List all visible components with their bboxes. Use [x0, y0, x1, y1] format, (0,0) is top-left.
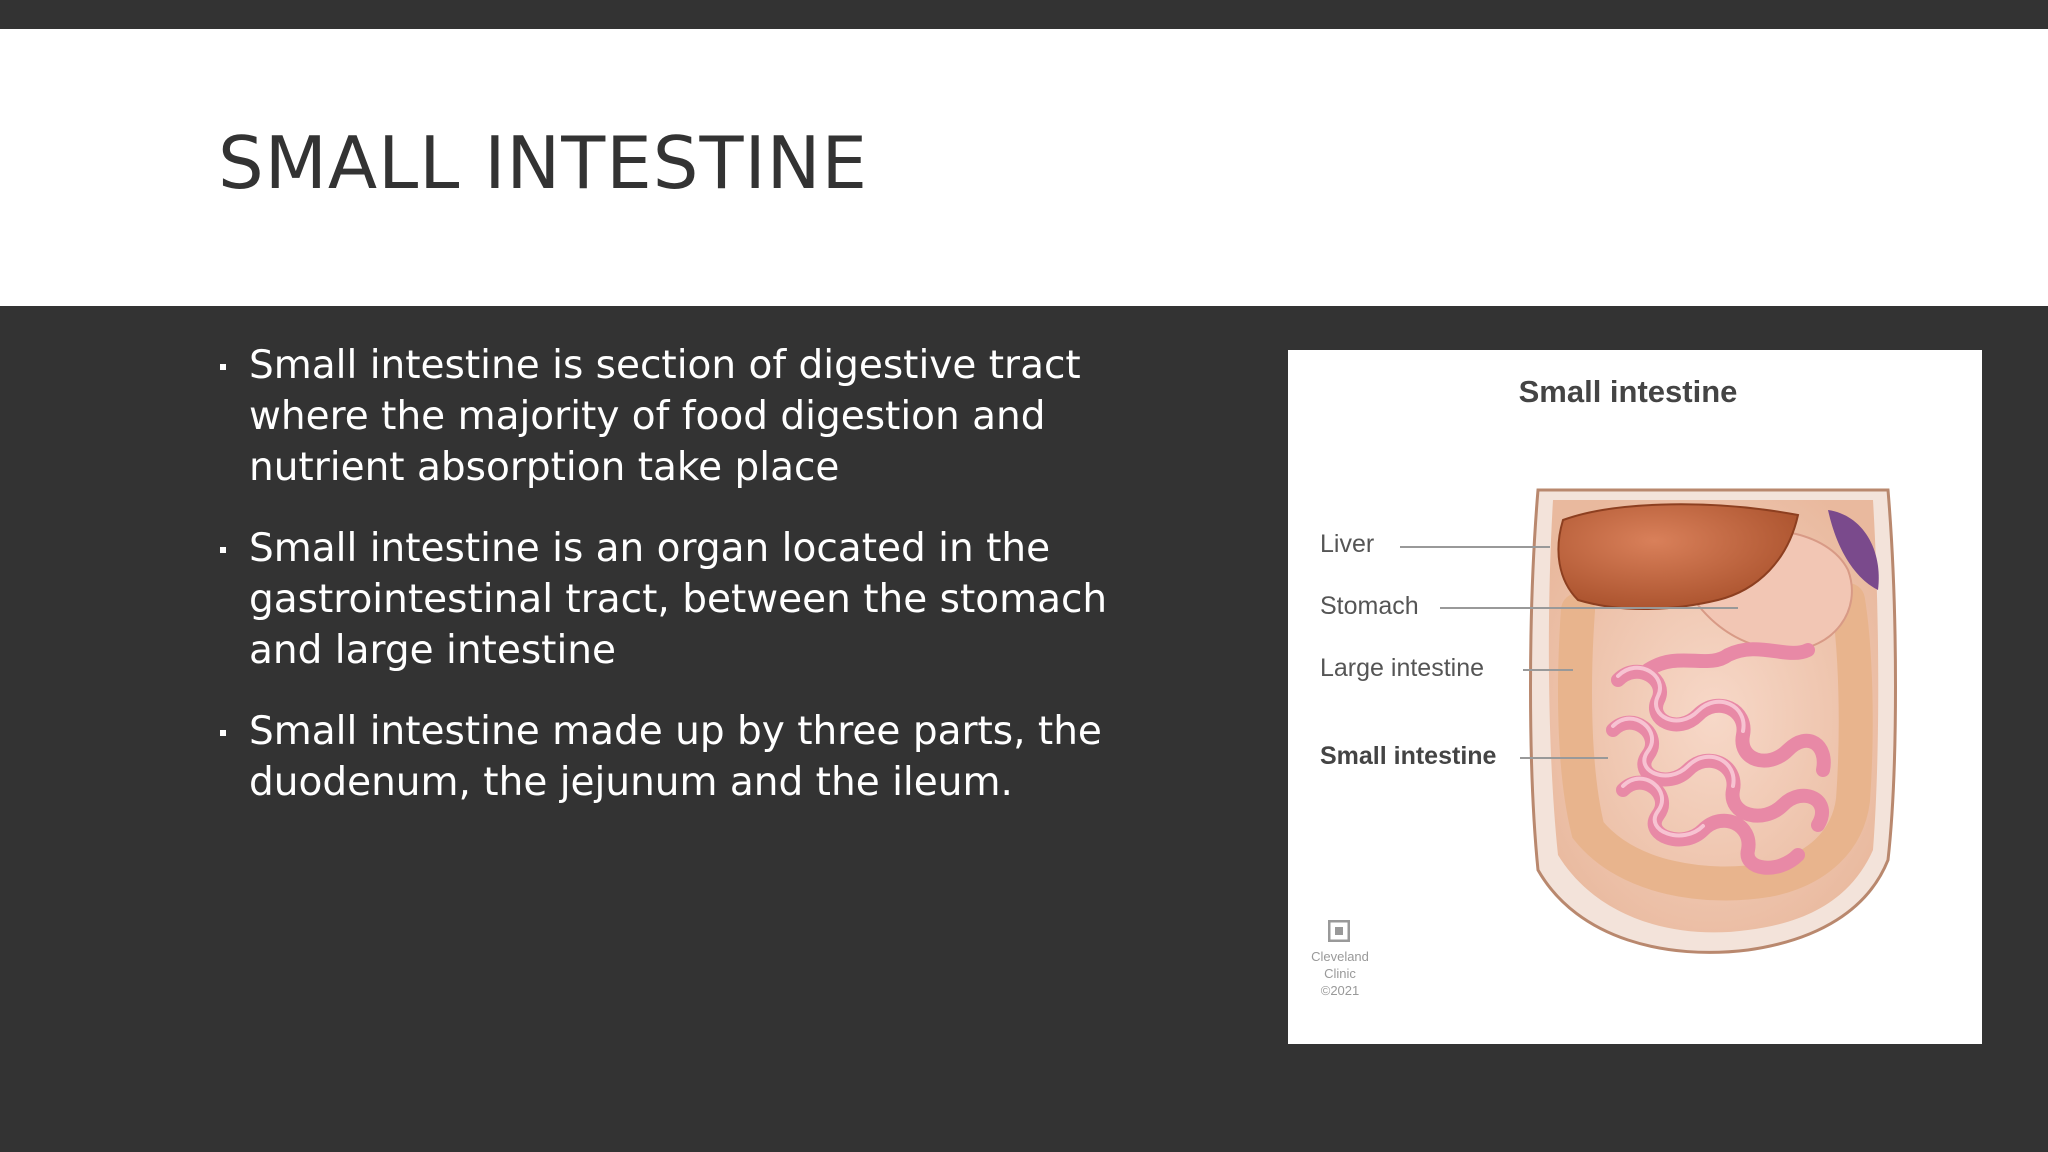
bullet-square-icon: [220, 730, 226, 736]
abdomen-illustration: [1288, 350, 1982, 1044]
label-liver: Liver: [1320, 530, 1375, 558]
bullet-item: [218, 340, 1118, 493]
bullet-text: Small intestine is section of digestive tract where the majority of food digestion and nutrient absorption take place: [249, 343, 1081, 490]
bullet-item: [218, 523, 1118, 676]
bullet-list: [218, 340, 1118, 838]
slide-title: SMALL INTESTINE: [218, 121, 869, 205]
bullet-text: Small intestine made up by three parts, the duodenum, the jejunum and the ileum.: [249, 709, 1102, 805]
bullet-square-icon: [220, 364, 226, 370]
credit-line: ©2021: [1320, 983, 1360, 998]
label-stomach: Stomach: [1320, 592, 1419, 620]
bullet-item: [218, 706, 1118, 808]
anatomy-figure: [1288, 350, 1982, 1044]
credit-line: Cleveland: [1311, 949, 1369, 964]
bullet-square-icon: [220, 547, 226, 553]
image-credit: [1306, 948, 1374, 999]
label-small-intestine: Small intestine: [1320, 742, 1497, 770]
cleveland-clinic-logo-icon: [1328, 920, 1350, 942]
credit-line: Clinic: [1324, 966, 1356, 981]
label-large-intestine: Large intestine: [1320, 654, 1485, 682]
bullet-text: Small intestine is an organ located in the gastrointestinal tract, between the stomach and large intestine: [249, 526, 1108, 673]
figure-title: Small intestine: [1518, 374, 1738, 409]
